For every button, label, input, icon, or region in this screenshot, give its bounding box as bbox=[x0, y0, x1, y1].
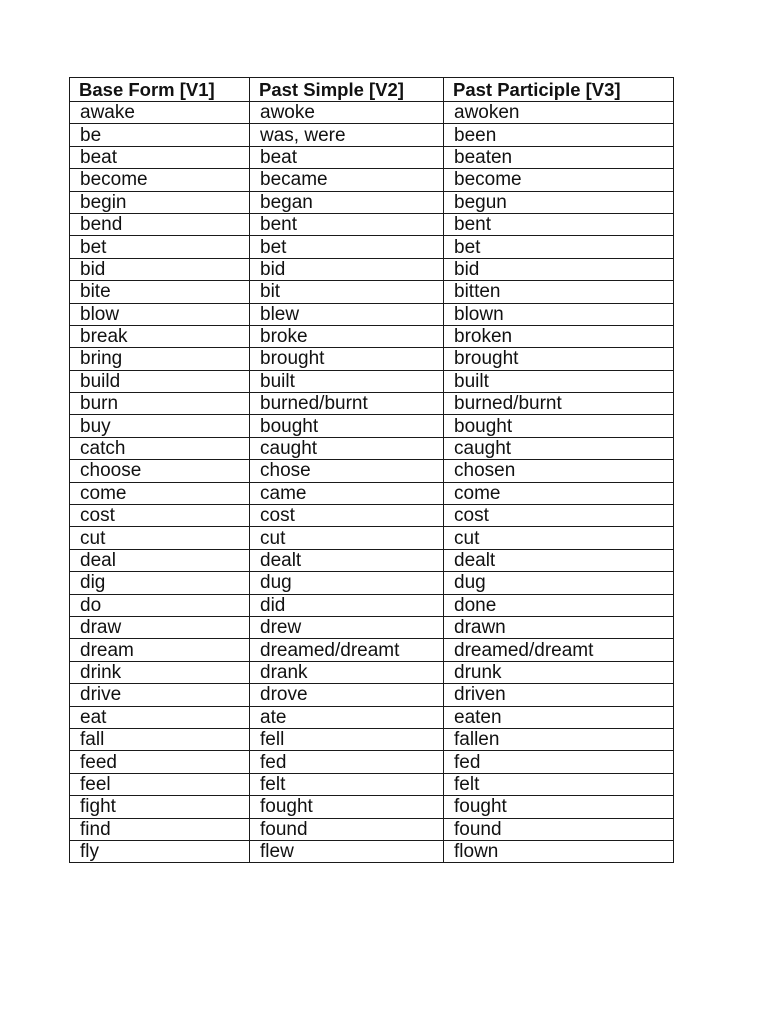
past-participle-cell: cost bbox=[444, 505, 674, 527]
base-form-cell: cut bbox=[70, 527, 250, 549]
table-row bbox=[70, 102, 674, 124]
past-simple-cell: bet bbox=[250, 236, 444, 258]
past-participle-cell: chosen bbox=[444, 460, 674, 482]
past-participle-cell: bet bbox=[444, 236, 674, 258]
past-simple-cell: caught bbox=[250, 437, 444, 459]
table-row bbox=[70, 236, 674, 258]
past-participle-cell: bitten bbox=[444, 281, 674, 303]
table-row bbox=[70, 124, 674, 146]
base-form-cell: bid bbox=[70, 258, 250, 280]
past-simple-cell: drove bbox=[250, 684, 444, 706]
base-form-cell: draw bbox=[70, 616, 250, 638]
table-row bbox=[70, 616, 674, 638]
table-row bbox=[70, 728, 674, 750]
table-row bbox=[70, 370, 674, 392]
base-form-cell: bet bbox=[70, 236, 250, 258]
table-row bbox=[70, 213, 674, 235]
past-simple-cell: bid bbox=[250, 258, 444, 280]
past-simple-cell: beat bbox=[250, 146, 444, 168]
table-row bbox=[70, 393, 674, 415]
past-participle-cell: awoken bbox=[444, 102, 674, 124]
table-row bbox=[70, 661, 674, 683]
base-form-cell: deal bbox=[70, 549, 250, 571]
base-form-cell: come bbox=[70, 482, 250, 504]
past-participle-cell: cut bbox=[444, 527, 674, 549]
base-form-cell: drive bbox=[70, 684, 250, 706]
past-participle-cell: flown bbox=[444, 840, 674, 862]
past-simple-cell: fell bbox=[250, 728, 444, 750]
table-row bbox=[70, 348, 674, 370]
table-row bbox=[70, 594, 674, 616]
base-form-cell: fight bbox=[70, 796, 250, 818]
past-simple-cell: dealt bbox=[250, 549, 444, 571]
base-form-cell: begin bbox=[70, 191, 250, 213]
past-participle-cell: been bbox=[444, 124, 674, 146]
table-row bbox=[70, 258, 674, 280]
past-simple-cell: drank bbox=[250, 661, 444, 683]
base-form-cell: catch bbox=[70, 437, 250, 459]
past-participle-cell: bent bbox=[444, 213, 674, 235]
table-row bbox=[70, 325, 674, 347]
past-simple-cell: bit bbox=[250, 281, 444, 303]
table-row bbox=[70, 169, 674, 191]
past-participle-cell: fed bbox=[444, 751, 674, 773]
past-participle-cell: fought bbox=[444, 796, 674, 818]
past-simple-cell: bought bbox=[250, 415, 444, 437]
past-simple-cell: chose bbox=[250, 460, 444, 482]
table-row bbox=[70, 818, 674, 840]
past-participle-cell: brought bbox=[444, 348, 674, 370]
past-simple-cell: found bbox=[250, 818, 444, 840]
base-form-cell: feed bbox=[70, 751, 250, 773]
table-row bbox=[70, 840, 674, 862]
past-simple-cell: drew bbox=[250, 616, 444, 638]
past-participle-cell: blown bbox=[444, 303, 674, 325]
table-body bbox=[70, 102, 674, 863]
past-simple-cell: cut bbox=[250, 527, 444, 549]
table-row bbox=[70, 437, 674, 459]
base-form-cell: fly bbox=[70, 840, 250, 862]
past-simple-cell: flew bbox=[250, 840, 444, 862]
base-form-cell: burn bbox=[70, 393, 250, 415]
table-row bbox=[70, 684, 674, 706]
base-form-cell: become bbox=[70, 169, 250, 191]
past-simple-cell: burned/burnt bbox=[250, 393, 444, 415]
past-simple-cell: brought bbox=[250, 348, 444, 370]
irregular-verbs-table bbox=[69, 77, 674, 863]
base-form-cell: beat bbox=[70, 146, 250, 168]
past-participle-cell: eaten bbox=[444, 706, 674, 728]
table-row bbox=[70, 460, 674, 482]
header-base-form: Base Form [V1] bbox=[70, 78, 250, 102]
base-form-cell: buy bbox=[70, 415, 250, 437]
table-row bbox=[70, 303, 674, 325]
base-form-cell: bring bbox=[70, 348, 250, 370]
past-participle-cell: begun bbox=[444, 191, 674, 213]
table-row bbox=[70, 415, 674, 437]
past-simple-cell: did bbox=[250, 594, 444, 616]
base-form-cell: feel bbox=[70, 773, 250, 795]
table-row bbox=[70, 191, 674, 213]
past-participle-cell: bid bbox=[444, 258, 674, 280]
base-form-cell: cost bbox=[70, 505, 250, 527]
past-simple-cell: was, were bbox=[250, 124, 444, 146]
table-row bbox=[70, 549, 674, 571]
base-form-cell: bend bbox=[70, 213, 250, 235]
past-participle-cell: come bbox=[444, 482, 674, 504]
past-simple-cell: bent bbox=[250, 213, 444, 235]
base-form-cell: awake bbox=[70, 102, 250, 124]
past-participle-cell: bought bbox=[444, 415, 674, 437]
past-simple-cell: fed bbox=[250, 751, 444, 773]
table-row bbox=[70, 773, 674, 795]
past-participle-cell: done bbox=[444, 594, 674, 616]
past-simple-cell: built bbox=[250, 370, 444, 392]
base-form-cell: choose bbox=[70, 460, 250, 482]
table-row bbox=[70, 751, 674, 773]
past-participle-cell: dealt bbox=[444, 549, 674, 571]
past-participle-cell: burned/burnt bbox=[444, 393, 674, 415]
past-participle-cell: felt bbox=[444, 773, 674, 795]
base-form-cell: do bbox=[70, 594, 250, 616]
base-form-cell: fall bbox=[70, 728, 250, 750]
base-form-cell: dig bbox=[70, 572, 250, 594]
past-participle-cell: caught bbox=[444, 437, 674, 459]
table-row bbox=[70, 639, 674, 661]
past-participle-cell: found bbox=[444, 818, 674, 840]
past-participle-cell: dreamed/dreamt bbox=[444, 639, 674, 661]
past-simple-cell: cost bbox=[250, 505, 444, 527]
past-simple-cell: dug bbox=[250, 572, 444, 594]
past-simple-cell: dreamed/dreamt bbox=[250, 639, 444, 661]
past-participle-cell: dug bbox=[444, 572, 674, 594]
header-row bbox=[70, 78, 674, 102]
past-simple-cell: ate bbox=[250, 706, 444, 728]
base-form-cell: find bbox=[70, 818, 250, 840]
base-form-cell: dream bbox=[70, 639, 250, 661]
past-participle-cell: drawn bbox=[444, 616, 674, 638]
past-participle-cell: beaten bbox=[444, 146, 674, 168]
past-participle-cell: fallen bbox=[444, 728, 674, 750]
past-participle-cell: driven bbox=[444, 684, 674, 706]
base-form-cell: blow bbox=[70, 303, 250, 325]
base-form-cell: break bbox=[70, 325, 250, 347]
table-row bbox=[70, 482, 674, 504]
past-participle-cell: built bbox=[444, 370, 674, 392]
past-simple-cell: began bbox=[250, 191, 444, 213]
table-row bbox=[70, 572, 674, 594]
header-past-simple: Past Simple [V2] bbox=[250, 78, 444, 102]
past-participle-cell: broken bbox=[444, 325, 674, 347]
base-form-cell: drink bbox=[70, 661, 250, 683]
table-row bbox=[70, 527, 674, 549]
table-row bbox=[70, 706, 674, 728]
table-row bbox=[70, 146, 674, 168]
past-simple-cell: came bbox=[250, 482, 444, 504]
base-form-cell: build bbox=[70, 370, 250, 392]
table-row bbox=[70, 796, 674, 818]
past-participle-cell: drunk bbox=[444, 661, 674, 683]
header-past-participle: Past Participle [V3] bbox=[444, 78, 674, 102]
past-simple-cell: felt bbox=[250, 773, 444, 795]
past-participle-cell: become bbox=[444, 169, 674, 191]
base-form-cell: eat bbox=[70, 706, 250, 728]
table-row bbox=[70, 281, 674, 303]
base-form-cell: be bbox=[70, 124, 250, 146]
past-simple-cell: fought bbox=[250, 796, 444, 818]
base-form-cell: bite bbox=[70, 281, 250, 303]
past-simple-cell: broke bbox=[250, 325, 444, 347]
past-simple-cell: awoke bbox=[250, 102, 444, 124]
table-row bbox=[70, 505, 674, 527]
past-simple-cell: blew bbox=[250, 303, 444, 325]
past-simple-cell: became bbox=[250, 169, 444, 191]
